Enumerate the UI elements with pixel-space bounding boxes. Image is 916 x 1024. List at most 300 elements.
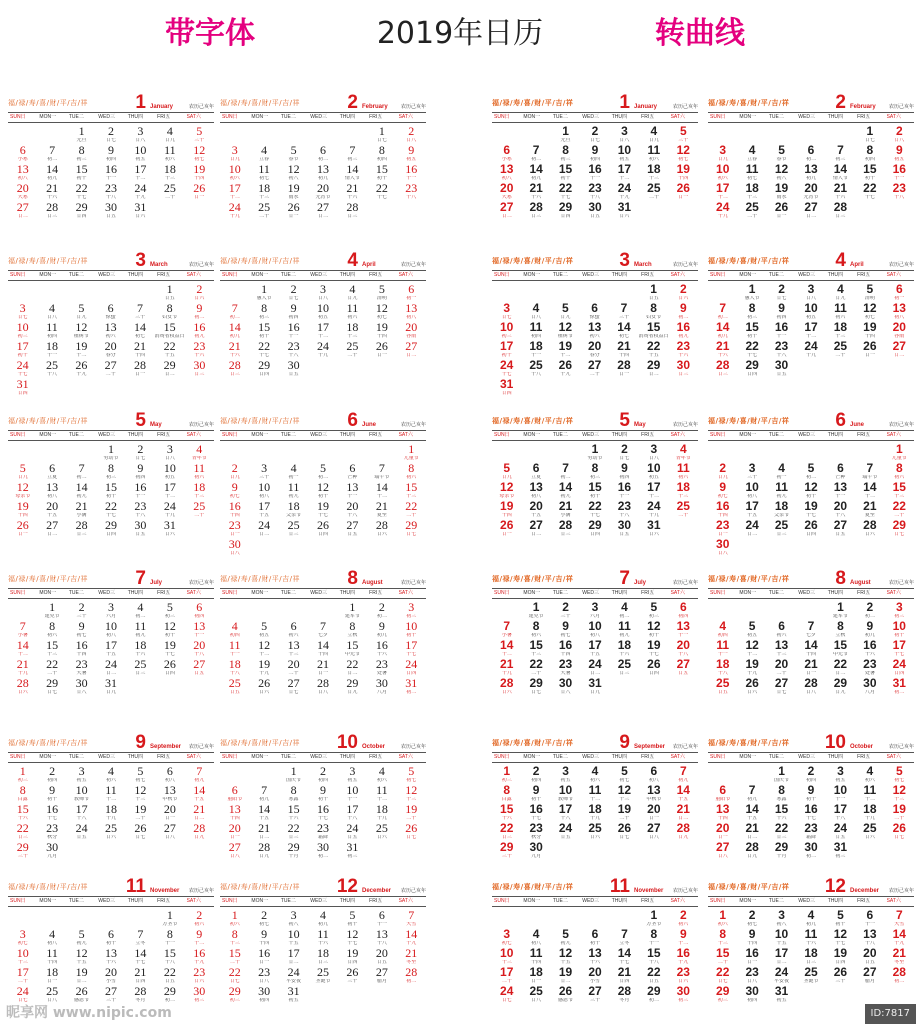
day-cell [338,500,367,519]
day-number: 30 [193,984,206,998]
day-cell [185,283,214,302]
day-cell [249,909,278,928]
lunar-date: 廿五 [164,979,175,984]
day-number: 2 [679,908,687,922]
day-grid [8,283,214,397]
month-header [708,730,914,752]
day-number: 11 [46,946,58,960]
day-number: 8 [895,461,903,475]
lunar-date: 十三 [531,652,542,657]
day-number: 16 [228,499,241,513]
month-name: May [150,422,162,428]
lunar-date: 谷雨 [894,334,905,339]
day-cell [8,803,37,822]
lunar-date: 初五 [776,998,787,1003]
day-number: 3 [349,764,356,778]
day-number: 3 [650,442,658,456]
day-number: 2 [261,908,268,922]
lunar-date: 二十 [776,671,787,676]
day-number: 14 [375,480,388,494]
lunar-date: 初十 [835,922,846,927]
day-cell [737,201,766,220]
weekday-label: SUN日 [222,272,238,278]
month-number: 4 [347,250,358,271]
lunar-date: 初七 [406,778,417,783]
day-number: 26 [500,518,514,532]
empty-cell [767,125,796,144]
day-cell [279,283,308,302]
empty-cell [708,125,737,144]
lunar-date: 初一 [288,475,299,480]
lunar-date: 春分 [105,353,116,358]
day-cell [397,500,426,519]
day-cell [397,182,426,201]
day-number: 20 [46,499,59,513]
lunar-date: 三十 [134,315,145,320]
day-number: 1 [866,124,874,138]
day-cell [492,784,521,803]
weekday-label: MON一 [39,272,57,278]
day-number: 27 [647,821,661,835]
lunar-date: 十六 [317,941,328,946]
day-cell [279,302,308,321]
day-cell [492,947,521,966]
lunar-date: 初六 [288,633,299,638]
empty-cell [492,125,521,144]
weekday-header [492,430,698,441]
day-cell [155,500,184,519]
day-number: 20 [228,821,241,835]
day-cell [826,321,855,340]
day-cell [639,784,668,803]
day-cell [885,639,914,658]
weekday-label: THU四 [127,272,143,278]
lunar-date: 腊月 [376,979,387,984]
day-cell [580,359,609,378]
lunar-date: 初三 [835,157,846,162]
day-cell [185,658,214,677]
day-cell [155,909,184,928]
empty-cell [125,283,154,302]
day-cell [551,639,580,658]
day-number: 23 [676,339,690,353]
lunar-date: 初三 [259,315,270,320]
day-number: 26 [134,821,147,835]
lunar-date: 十一 [530,353,541,358]
day-number: 18 [316,946,329,960]
day-number: 9 [261,927,268,941]
day-grid [492,909,698,1004]
day-cell [492,302,521,321]
day-cell [397,765,426,784]
lunar-date: 初五 [648,475,659,480]
lunar-date: 初六 [229,176,240,181]
day-cell [220,677,249,696]
day-cell [8,378,37,397]
fortune-text: 福/禄/寿/喜/财/平/吉/祥 [492,99,574,107]
lunar-date: 十九 [105,816,116,821]
lunar-date: 初七 [717,494,728,499]
lunar-date: 十七 [376,195,387,200]
day-cell [521,182,550,201]
lunar-date: 十一 [288,334,299,339]
day-number: 11 [228,638,241,652]
day-number: 10 [16,320,29,334]
day-cell [279,909,308,928]
day-cell [521,302,550,321]
day-cell [551,601,580,620]
day-cell [96,639,125,658]
day-cell [796,784,825,803]
day-number: 8 [107,461,114,475]
day-cell [8,340,37,359]
lunar-date: 六月 [105,614,116,619]
day-number: 26 [676,181,690,195]
day-cell [855,966,884,985]
day-cell [155,658,184,677]
day-number: 21 [46,181,59,195]
lunar-date: 十七 [105,513,116,518]
lunar-date: 廿九 [717,157,728,162]
day-cell [796,340,825,359]
day-number: 2 [778,282,785,296]
day-number: 28 [228,358,241,372]
weekday-label: SAT六 [398,114,413,120]
lunar-date: 十七 [317,513,328,518]
day-number: 18 [258,181,271,195]
day-number: 27 [804,200,818,214]
lunar-date: 十七 [47,816,58,821]
lunar-date: 廿七 [229,979,240,984]
weekday-label: THU四 [127,898,143,904]
day-number: 2 [49,764,56,778]
day-number: 30 [588,200,602,214]
weekday-label: MON一 [523,898,541,904]
lunar-date: 初二 [648,998,659,1003]
weekday-label: TUE二 [552,272,568,278]
lunar-date: 初七 [135,778,146,783]
lunar-date: 初四 [530,334,541,339]
weekday-label: THU四 [339,272,355,278]
day-number: 12 [346,927,359,941]
weekday-label: MON一 [523,590,541,596]
day-number: 28 [375,518,388,532]
day-cell [492,359,521,378]
lunar-date: 十六 [376,652,387,657]
day-cell [580,620,609,639]
lunar-date: 十二 [76,353,87,358]
lunar-date: 初七 [618,334,629,339]
day-number: 26 [558,984,573,998]
day-cell [885,321,914,340]
lunar-date: 三十 [17,854,28,859]
lunar-date: 十四 [76,652,87,657]
day-cell [185,822,214,841]
month-name: January [634,104,658,110]
month-number: 8 [835,568,846,589]
lunar-date: 廿六 [648,532,659,537]
empty-cell [249,765,278,784]
day-cell [279,481,308,500]
lunar-date: 二十 [678,513,689,518]
day-number: 10 [405,619,418,633]
day-cell [67,928,96,947]
day-cell [249,481,278,500]
day-cell [885,909,914,928]
day-cell [8,519,37,538]
day-number: 28 [16,676,29,690]
weekday-label: WED三 [582,754,599,760]
lunar-date: 十一 [46,353,57,358]
day-number: 9 [591,143,599,157]
lunar-date: 愚人节 [256,296,272,301]
day-cell [279,500,308,519]
weekday-label: MON一 [739,114,757,120]
lunar-date: 中秋节 [646,797,662,802]
weekday-label: WED三 [310,272,327,278]
month-name: December [850,888,880,894]
day-number: 8 [166,927,173,941]
lunar-date: 劳动节 [103,456,119,461]
day-grid [708,601,914,696]
lunar-date: 十九 [376,816,387,821]
lunar-date: 十四 [717,816,728,821]
lunar-date: 初七 [17,941,28,946]
day-cell [521,519,550,538]
day-number: 6 [591,927,599,941]
lunar-date: 十四 [805,652,816,657]
day-cell [639,125,668,144]
month-name: July [150,580,163,586]
day-cell [8,841,37,860]
day-cell [155,928,184,947]
weekday-label: TUE二 [552,754,568,760]
day-number: 20 [892,320,906,334]
weekday-label: MON一 [251,272,269,278]
day-cell [185,321,214,340]
lunar-date: 儿童节 [403,456,419,461]
day-cell [397,928,426,947]
day-cell [639,519,668,538]
month-header [220,408,426,430]
month-name: April [850,262,864,268]
day-number: 18 [529,339,543,353]
day-cell [767,340,796,359]
day-cell [767,500,796,519]
day-cell [96,803,125,822]
day-cell [37,302,66,321]
day-cell [249,928,278,947]
day-cell [885,658,914,677]
day-number: 20 [774,657,789,671]
day-number: 6 [107,301,114,315]
day-number: 1 [532,600,540,614]
day-cell [521,601,550,620]
day-cell [37,765,66,784]
day-grid [220,125,426,220]
lunar-date: 廿三 [347,214,358,219]
lunar-date: 立冬 [135,941,146,946]
header-curve-label: 转曲线 [655,16,745,51]
lunar-date: 十五 [560,960,571,965]
day-number: 10 [745,480,759,494]
lunar-date: 廿八 [229,551,240,556]
day-number: 29 [16,840,29,854]
lunar-year-note: 农历己亥年 [188,744,214,750]
day-number: 22 [258,339,271,353]
lunar-date: 初二 [678,315,689,320]
day-grid [708,765,914,860]
day-number: 27 [892,339,906,353]
day-cell [249,283,278,302]
lunar-date: 小暑 [17,633,28,638]
weekday-label: SUN日 [710,114,726,120]
day-cell [580,966,609,985]
day-cell [737,321,766,340]
empty-cell [308,601,337,620]
day-number: 19 [163,638,176,652]
day-number: 31 [104,676,117,690]
fortune-text: 福/禄/寿/喜/财/平/吉/祥 [708,575,790,583]
day-number: 20 [647,802,661,816]
day-number: 27 [46,518,59,532]
day-cell [338,620,367,639]
month-header [8,730,214,752]
day-number: 9 [866,619,874,633]
lunar-date: 初七 [864,315,875,320]
lunar-date: 二十 [747,214,758,219]
lunar-date: 初五 [619,157,630,162]
lunar-date: 三十 [747,475,758,480]
lunar-date: 十九 [259,671,270,676]
day-cell [8,677,37,696]
day-number: 30 [316,840,329,854]
day-cell [610,803,639,822]
lunar-date: 十三 [229,941,240,946]
day-number: 16 [104,162,117,176]
weekday-label: FRI五 [641,114,655,120]
day-number: 28 [75,518,88,532]
day-number: 23 [617,499,632,513]
day-number: 15 [16,802,29,816]
day-number: 20 [104,339,117,353]
lunar-date: 廿八 [560,690,571,695]
weekday-label: FRI五 [369,272,383,278]
weekday-label: TUE二 [280,590,296,596]
day-number: 25 [258,200,271,214]
lunar-date: 廿一 [47,979,58,984]
day-cell [708,182,737,201]
day-number: 29 [228,984,241,998]
day-cell [826,658,855,677]
lunar-date: 十三 [747,195,758,200]
day-cell [367,658,396,677]
lunar-date: 廿四 [406,671,417,676]
day-number: 23 [316,821,329,835]
month-number: 11 [125,876,146,897]
weekday-label: WED三 [798,898,815,904]
day-cell [126,784,155,803]
day-number: 5 [196,124,203,138]
fortune-text: 福/禄/寿/喜/财/平/吉/祥 [8,883,89,891]
lunar-date: 十五 [678,797,689,802]
day-number: 27 [833,518,848,532]
day-number: 13 [228,802,241,816]
day-cell [669,966,698,985]
day-number: 23 [774,339,789,353]
day-number: 25 [316,965,329,979]
month-header [708,408,914,430]
month-header [492,248,698,270]
day-cell [639,765,668,784]
weekday-label: SAT六 [186,754,201,760]
day-cell [397,947,426,966]
day-number: 22 [228,965,241,979]
day-cell [249,500,278,519]
lunar-date: 初三 [347,854,358,859]
day-number: 18 [804,946,818,960]
lunar-date: 初九 [531,176,542,181]
day-number: 30 [745,984,759,998]
day-cell [8,639,37,658]
empty-cell [492,909,521,928]
day-cell [826,909,855,928]
day-cell [37,500,66,519]
lunar-date: 七夕 [317,633,328,638]
day-number: 4 [748,143,756,157]
day-cell [338,462,367,481]
month-number: 9 [619,732,630,753]
day-number: 15 [500,802,514,816]
day-number: 5 [378,282,385,296]
lunar-date: 初三 [589,475,600,480]
day-cell [367,481,396,500]
day-cell [521,163,550,182]
lunar-date: 清明 [864,296,875,301]
day-cell [397,302,426,321]
day-cell [737,500,766,519]
day-cell [155,321,185,340]
day-cell [639,639,668,658]
lunar-date: 万圣节 [162,922,178,927]
day-number: 29 [163,984,176,998]
day-cell [279,658,308,677]
day-number: 25 [804,965,818,979]
day-number: 25 [529,984,543,998]
day-number: 30 [46,840,59,854]
day-number: 24 [588,657,602,671]
lunar-date: 初二 [135,614,146,619]
day-cell [885,443,914,462]
month-name: August [362,580,383,586]
day-cell [338,144,367,163]
day-number: 28 [745,840,759,854]
day-cell [397,909,426,928]
lunar-date: 初四 [776,315,787,320]
day-number: 30 [104,200,117,214]
day-number: 24 [104,657,117,671]
lunar-year-note: 农历己亥年 [188,262,214,268]
lunar-year-note: 农历己亥年 [400,744,426,750]
day-cell [8,182,37,201]
day-cell [855,639,884,658]
lunar-date: 廿二 [317,214,328,219]
day-number: 6 [49,461,56,475]
day-cell [885,620,914,639]
weekday-label: SAT六 [398,898,413,904]
day-cell [338,340,367,359]
weekday-label: THU四 [127,754,143,760]
